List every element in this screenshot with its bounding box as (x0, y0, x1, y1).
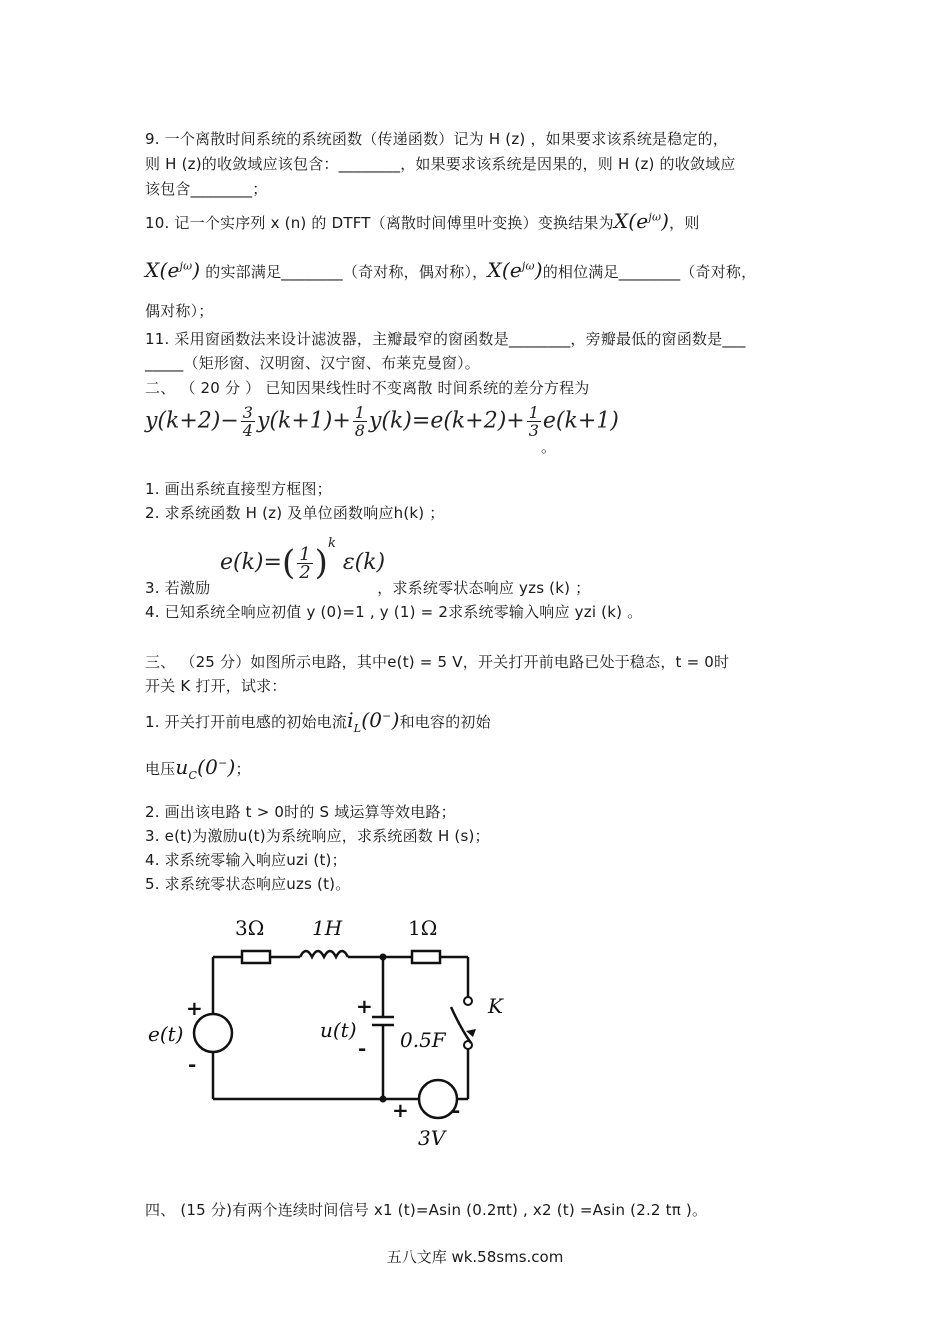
label-1ohm: 1Ω (408, 916, 438, 940)
inductor-current-expression: $i_L(0^-)$ (347, 708, 400, 735)
q10-line2 (145, 258, 756, 282)
difference-equation: y(k+2)− $\frac{3}{4}$ y(k+1)+ $\frac{1}{8}$ y(k)=e(k+2)+ $\frac{1}{3}$ e(k+1) (145, 403, 619, 440)
dtft-expression-phase: $X(e^{j\omega})$ (487, 258, 543, 282)
section2-item4: 4. 已知系统全响应初值 y (0)=1 , y (1) = 2求系统零输入响应 yzi (k) 。 (145, 603, 643, 621)
q9-line1: 9. 一个离散时间系统的系统函数（传递函数）记为 H (z) ，如果要求该系统是稳定的， (145, 130, 729, 148)
dtft-expression: $X(e^{j\omega})$ (613, 209, 670, 233)
q11-line1: 11. 采用窗函数法来设计滤波器，主瓣最窄的窗函数是________，旁瓣最低的窗函数是___ (145, 330, 746, 348)
label-1h: 1H (312, 916, 343, 940)
circuit-diagram (140, 905, 540, 1155)
capacitor-voltage-expression: $u_C(0^-)$ (175, 755, 236, 782)
section3-item1-cont: 电压$u_C(0^-)$； (145, 755, 251, 782)
section2-header: 二、 （ 20 分 ） 已知因果线性时不变离散 时间系统的差分方程为 (145, 379, 590, 397)
resistor-1ohm (412, 951, 440, 963)
section3-line1: 三、 （25 分）如图所示电路，其中e(t) = 5 V，开关打开前电路已处于稳态，t = 0时 (145, 653, 730, 671)
q10-line3: 偶对称）； (145, 302, 214, 320)
q9-line3: 该包含________； (145, 180, 268, 198)
source-plus: + (186, 996, 203, 1020)
section2-item1: 1. 画出系统直接型方框图； (145, 480, 332, 498)
footer-watermark: 五八文库 wk.58sms.com (386, 1248, 564, 1266)
section4-line1: 四、 (15 分)有两个连续时间信号 x1 (t)=Asin (0.2πt) , x2 (t) =Asin (2.2 tπ )。 (145, 1201, 708, 1219)
battery-minus: - (452, 1098, 461, 1122)
switch-k (451, 1007, 471, 1043)
source-minus: - (188, 1052, 197, 1076)
cap-plus: + (356, 994, 373, 1018)
label-e-t: e(t) (148, 1022, 184, 1046)
section2-item2: 2. 求系统函数 H (z) 及单位函数响应h(k) ； (145, 504, 445, 522)
section3-item2: 2. 画出该电路 t > 0时的 S 域运算等效电路； (145, 803, 456, 821)
label-0-5f: 0.5F (400, 1028, 446, 1052)
resistor-3ohm (242, 951, 270, 963)
label-3v: 3V (418, 1126, 446, 1150)
section3-line2: 开关 K 打开，试求： (145, 677, 287, 695)
label-k: K (488, 994, 503, 1018)
q10-line2-b: 的相位满足________（奇对称， (542, 263, 757, 281)
label-u-t: u(t) (320, 1018, 357, 1042)
section3-item4: 4. 求系统零输入响应uzi (t)； (145, 851, 347, 869)
cap-minus: - (358, 1036, 367, 1060)
q9-line2: 则 H (z)的收敛域应该包含：________，如果要求该系统是因果的，则 H (z) 的收敛域应 (145, 155, 736, 173)
q10-line2-a: 的实部满足________（奇对称，偶对称）， (205, 263, 488, 281)
section3-item3: 3. e(t)为激励u(t)为系统响应，求系统函数 H (s)； (145, 827, 490, 845)
label-3ohm: 3Ω (235, 916, 265, 940)
q10-line1 (145, 209, 700, 233)
excitation-expression: e(k)=( $\frac{1}{2}$ )$^k$ ε(k) (220, 536, 386, 583)
q10-line1-tail: ，则 (669, 214, 700, 232)
section3-item5: 5. 求系统零状态响应uzs (t)。 (145, 875, 351, 893)
equation-period: 。 (541, 438, 557, 456)
dtft-expression-real: $X(e^{j\omega})$ (145, 258, 201, 282)
q11-line2: _____（矩形窗、汉明窗、汉宁窗、布莱克曼窗）。 (145, 354, 481, 372)
section3-item1: 1. 开关打开前电感的初始电流$i_L(0^-)$和电容的初始 (145, 708, 491, 735)
q10-line1-text: 10. 记一个实序列 x (n) 的 DTFT（离散时间傅里叶变换）变换结果为 (145, 214, 614, 232)
section2-item3: 3. 若激励 ，求系统零状态响应 yzs (k) ； (145, 579, 591, 597)
inductor-1h (300, 951, 348, 957)
battery-plus: + (392, 1098, 409, 1122)
